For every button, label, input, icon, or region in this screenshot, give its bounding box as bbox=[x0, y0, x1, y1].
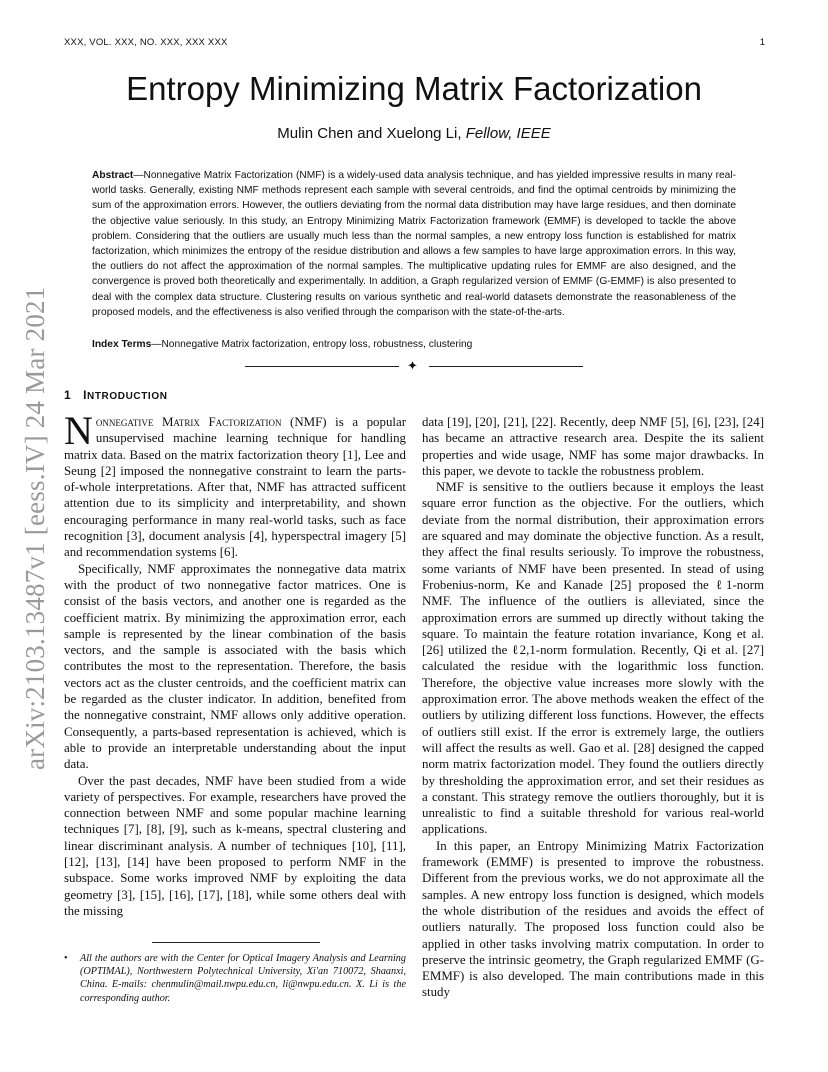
section-number: 1 bbox=[64, 388, 72, 402]
arxiv-watermark: arXiv:2103.13487v1 [eess.IV] 24 Mar 2021 bbox=[20, 286, 50, 770]
divider-star-icon: ✦ bbox=[407, 358, 418, 373]
abstract-text: —Nonnegative Matrix Factorization (NMF) is a widely-used data analysis technique, and has yielded impressive results in many real-world tasks. Generally, existing NMF methods represent each sample with several centroids, and find the optimal centroids by minimizing the sum of the approximation errors. However, the outliers deviating from the normal data distribution may have large residues, and then dominate the objective value seriously. In this study, an Entropy Minimizing Matrix Factorization framework (EMMF) is developed to tackle the above problem. Considering that the outliers are usually much less than the normal samples, a new entropy loss function is established for matrix factorization, which minimizes the entropy of the residue distribution and allows a few samples to have large approximation errors. In this way, the outliers do not affect the approximation of the normal samples. The multiplicative updating rules for EMMF are also designed, and the convergence is proved both theoretically and experimentally. In addition, a Graph regularized version of EMMF (G-EMMF) is also presented to deal with the complex data structure. Clustering results on various synthetic and real-world datasets demonstrate the reasonableness of the proposed models, and the effectiveness is also verified through the comparison with the state-of-the-arts. bbox=[92, 170, 736, 318]
paragraph-1 bbox=[64, 408, 406, 561]
left-column bbox=[64, 408, 406, 919]
paragraph-3: Over the past decades, NMF have been studied from a wide variety of perspectives. For example, researchers have proved the connection between NMF and some popular machine learning techniques [7], [8], [9], such as k-means, spectral clustering and linear discriminant analysis. A number of techniques [10], [11], [12], [13], [14] have been proposed to perform NMF in the subspace. Some works improved NMF by exploiting the data geometry [3], [15], [16], [17], [18], while some others deal with the missing bbox=[64, 773, 406, 918]
paper-title: Entropy Minimizing Matrix Factorization bbox=[126, 70, 702, 107]
section-title-initial: I bbox=[83, 388, 88, 402]
section-title-rest: NTRODUCTION bbox=[87, 391, 168, 402]
author-affiliation: Fellow, IEEE bbox=[465, 125, 551, 142]
author-names: Mulin Chen and Xuelong Li, bbox=[277, 125, 466, 142]
paragraph-6: In this paper, an Entropy Minimizing Matrix Factorization framework (EMMF) is presented to improve the robustness. Different from the previous works, we do not approximate all the samples. A new entropy loss function is designed, which models the whole distribution of the residues and avoids the effect of outliers naturally. The proposed loss function could also be applied in other tasks involving matrix computation. In order to preserve the intrinsic geometry, the Graph regularized EMMF (G-EMMF) is also developed. The main contributions made in this study bbox=[422, 838, 764, 1000]
page-number: 1 bbox=[759, 37, 765, 48]
paragraph-1-text: (NMF) is a popular unsupervised machine learning technique for handling matrix data. Based on the matrix factorization theory [1], Lee and Seung [2] imposed the nonnegative constraint to learn the parts-of-whole interpretations. After that, NMF has attracted sufficent attention due to its simplicity and interpretability, and shown encouraging performance in many real-world tasks, such as face recognition [3], document analysis [4], hyperspectral imagery [5] and recommendation systems [6]. bbox=[64, 415, 406, 560]
paragraph-2: Specifically, NMF approximates the nonnegative data matrix with the product of two nonnegative factor matrices. One is consist of the basis vectors, and another one is regarded as the coefficient matrix. By minimizing the approximation error, each sample is represented by the linear combination of the basis vectors, and the sample is associated with the basis which contributes the most to the representation. Therefore, the basis vectors act as the cluster centroids, and the coefficient matrix can be regarded as the cluster indicator. In addition, benefited from the nonnegative constraint, NMF allows only additive operation. Consequently, a parts-based representation is achieved, which is able to provide an interpretable understanding about the input data. bbox=[64, 561, 406, 772]
dropcap: N bbox=[64, 408, 93, 453]
divider-line-right bbox=[429, 366, 583, 367]
footnote-rule bbox=[152, 942, 320, 943]
paragraph-5: NMF is sensitive to the outliers because it employs the least square error function as the objective. For the outliers, which deviate from the normal distribution, their approximation errors are squared and may dominate the objective function. As a result, they affect the final results seriously. To improve the robustness, some variants of NMF have been presented. In stead of using Frobenius-norm, Ke and Kanade [25] proposed the ℓ1-norm NMF. The influence of the outliers is alleviated, since the approximation errors are summed up directly without taking the square. To maintain the feature rotation invariance, Kong et al. [26] utilized the ℓ2,1-norm formulation. Recently, Qi et al. [27] calculated the residue with the logarithmic loss function. Therefore, the objective value increases more slowly with the approximation error. The above methods weaken the effect of the outliers by utilizing different loss functions. However, the effects of outliers still exist. If the error is extremely large, the outliers will affect the results as well. Gao et al. [28] designed the capped norm matrix factorization model. They found the outliers directly by thresholding the approximation error, and set their residues as a constant. This strategy remove the outliers thoroughly, but it is unrealistic to find a suitable threshold for various real-world applications. bbox=[422, 480, 764, 837]
index-terms-text: —Nonnegative Matrix factorization, entropy loss, robustness, clustering bbox=[151, 339, 473, 350]
running-header: XXX, VOL. XXX, NO. XXX, XXX XXX bbox=[64, 37, 228, 48]
footnote-bullet: • bbox=[64, 953, 68, 964]
section-heading bbox=[64, 388, 168, 402]
abstract-label: Abstract bbox=[92, 170, 134, 181]
abstract bbox=[92, 168, 736, 320]
paragraph-4: data [19], [20], [21], [22]. Recently, deep NMF [5], [6], [23], [24] has became an attractive research area. Despite the its salient properties and wide usage, NMF has some major drawbacks. In this paper, we devote to tackle the robustness problem. bbox=[422, 415, 764, 478]
right-column bbox=[422, 414, 764, 1001]
index-terms-label: Index Terms bbox=[92, 339, 152, 350]
author-line bbox=[0, 125, 828, 142]
index-terms bbox=[92, 337, 736, 352]
divider-line-left bbox=[245, 366, 399, 367]
section-divider bbox=[245, 359, 583, 373]
smallcaps-lead: onnegative Matrix Factorization bbox=[95, 415, 282, 429]
footnote bbox=[64, 952, 406, 1005]
footnote-text: All the authors are with the Center for Optical Imagery Analysis and Learning (OPTIMAL), Northwestern Polytechnical University, Xi'an 710072, Shaanxi, China. E-mails: chenmulin@mail.nwpu.edu.cn, li@nwpu.edu.cn. X. Li is the corresponding author. bbox=[80, 953, 406, 1004]
